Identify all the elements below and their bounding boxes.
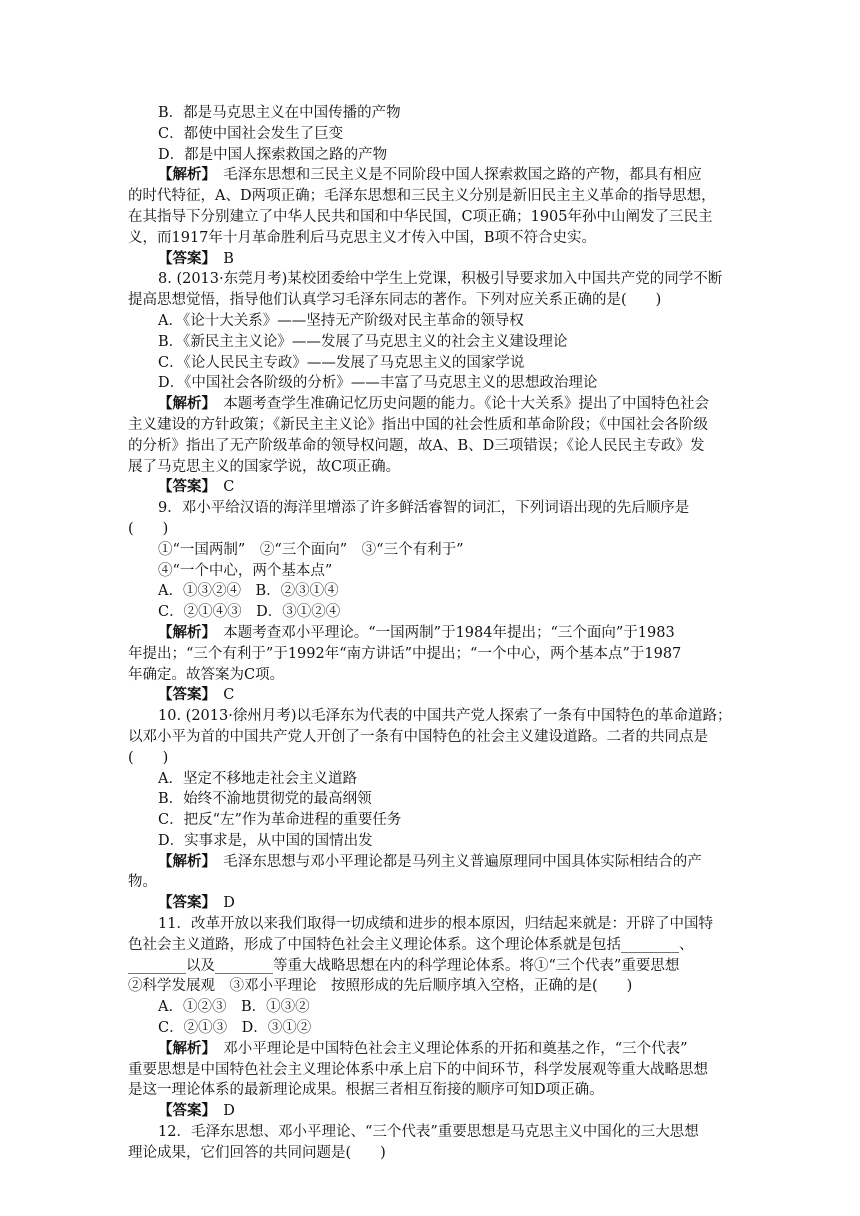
text-line xyxy=(128,103,736,124)
line-text: ①“一国两制” ②“三个面向” ③“三个有利于” xyxy=(158,541,464,558)
line-text: 提高思想觉悟，指导他们认真学习毛泽东同志的著作。下列对应关系正确的是( ) xyxy=(128,292,662,309)
line-text: B．《新民主主义论》——发展了马克思主义的社会主义建设理论 xyxy=(158,333,568,350)
text-line xyxy=(128,893,736,914)
section-label: 【答案】 xyxy=(158,478,209,496)
text-line xyxy=(128,1039,736,1060)
line-text: C．《论人民民主专政》——发展了马克思主义的国家学说 xyxy=(158,354,525,371)
text-line xyxy=(128,644,736,665)
line-text: A．坚定不移地走社会主义道路 xyxy=(158,770,357,787)
line-text: D．都是中国人探索救国之路的产物 xyxy=(158,146,388,163)
line-text: 物。 xyxy=(128,874,157,891)
line-text: ( ) xyxy=(128,520,169,537)
text-line xyxy=(128,1060,736,1081)
line-text: ④“一个中心，两个基本点” xyxy=(158,562,333,579)
text-line xyxy=(128,1122,736,1143)
exam-text-body xyxy=(128,103,736,1164)
line-text: A．《论十大关系》——坚持无产阶级对民主革命的领导权 xyxy=(158,312,524,329)
text-line xyxy=(128,581,736,602)
line-text: B xyxy=(208,250,234,267)
text-line xyxy=(128,269,736,290)
text-line xyxy=(128,353,736,374)
text-line xyxy=(128,665,736,686)
text-line xyxy=(128,249,736,270)
line-text: 9．邓小平给汉语的海洋里增添了许多鲜活睿智的词汇，下列词语出现的先后顺序是 xyxy=(158,500,690,517)
text-line xyxy=(128,207,736,228)
text-line xyxy=(128,561,736,582)
text-line xyxy=(128,165,736,186)
text-line xyxy=(128,332,736,353)
text-line xyxy=(128,498,736,519)
line-text: 在其指导下分别建立了中华人民共和国和中华民国，C项正确；1905年孙中山阐发了三民主 xyxy=(128,208,713,225)
section-label: 【解析】 xyxy=(158,1039,209,1057)
text-line xyxy=(128,1018,736,1039)
line-text: 本题考查学生准确记忆历史问题的能力。《论十大关系》提出了中国特色社会 xyxy=(208,396,709,413)
text-line xyxy=(128,186,736,207)
text-line xyxy=(128,623,736,644)
text-line xyxy=(128,540,736,561)
text-line xyxy=(128,831,736,852)
text-line xyxy=(128,290,736,311)
text-line xyxy=(128,1080,736,1101)
line-text: 12．毛泽东思想、邓小平理论、“三个代表”重要思想是马克思主义中国化的三大思想 xyxy=(158,1124,699,1141)
text-line xyxy=(128,436,736,457)
line-text: 8. (2013·东莞月考)某校团委给中学生上党课，积极引导要求加入中国共产党的同学不断 xyxy=(158,271,723,288)
text-line xyxy=(128,457,736,478)
line-text: 是这一理论体系的最新理论成果。根据三者相互衔接的顺序可知D项正确。 xyxy=(128,1082,604,1099)
line-text: 11．改革开放以来我们取得一切成绩和进步的根本原因，归结起来就是：开辟了中国特 xyxy=(158,916,713,933)
line-text: A．①③②④ B．②③①④ xyxy=(158,583,339,600)
line-text: 以邓小平为首的中国共产党人开创了一条有中国特色的社会主义建设道路。二者的共同点是 xyxy=(128,728,708,745)
section-label: 【答案】 xyxy=(158,686,209,704)
text-line xyxy=(128,997,736,1018)
line-text: 展了马克思主义的国家学说，故C项正确。 xyxy=(128,458,401,475)
text-line xyxy=(128,956,736,977)
line-text: 主义建设的方针政策；《新民主主义论》指出中国的社会性质和革命阶段；《中国社会各阶级 xyxy=(128,416,708,433)
text-line xyxy=(128,789,736,810)
text-line xyxy=(128,872,736,893)
section-label: 【解析】 xyxy=(158,852,209,870)
text-line xyxy=(128,748,736,769)
text-line xyxy=(128,706,736,727)
line-text: 毛泽东思想与邓小平理论都是马列主义普遍原理同中国具体实际相结合的产 xyxy=(208,853,702,870)
text-line xyxy=(128,976,736,997)
line-text: 本题考查邓小平理论。“一国两制”于1984年提出；“三个面向”于1983 xyxy=(208,624,675,641)
text-line xyxy=(128,935,736,956)
text-line xyxy=(128,477,736,498)
line-text: 邓小平理论是中国特色社会主义理论体系的开拓和奠基之作，“三个代表” xyxy=(208,1040,688,1057)
text-line xyxy=(128,145,736,166)
text-line xyxy=(128,852,736,873)
section-label: 【答案】 xyxy=(158,894,209,912)
text-line xyxy=(128,914,736,935)
text-line xyxy=(128,373,736,394)
text-line xyxy=(128,228,736,249)
line-text: 的时代特征，A、D两项正确；毛泽东思想和三民主义分别是新旧民主主义革命的指导思想， xyxy=(128,188,716,205)
line-text: ________以及________等重大战略思想在内的科学理论体系。将①“三个代表”重要思想 xyxy=(128,957,680,974)
text-line xyxy=(128,1143,736,1164)
section-label: 【答案】 xyxy=(158,1102,209,1120)
line-text: C xyxy=(208,479,235,496)
section-label: 【解析】 xyxy=(158,166,209,184)
text-line xyxy=(128,810,736,831)
line-text: C．把反“左”作为革命进程的重要任务 xyxy=(158,812,402,829)
line-text: 的分析》指出了无产阶级革命的领导权问题，故A、B、D三项错误；《论人民民主专政》发 xyxy=(128,437,705,454)
text-line xyxy=(128,394,736,415)
text-line xyxy=(128,685,736,706)
line-text: ( ) xyxy=(128,749,169,766)
line-text: 毛泽东思想和三民主义是不同阶段中国人探索救国之路的产物，都具有相应 xyxy=(208,167,702,184)
text-line xyxy=(128,311,736,332)
line-text: 10. (2013·徐州月考)以毛泽东为代表的中国共产党人探索了一条有中国特色的革命道路； xyxy=(158,708,732,725)
section-label: 【答案】 xyxy=(158,249,209,267)
text-line xyxy=(128,124,736,145)
text-line xyxy=(128,519,736,540)
line-text: B．始终不渝地贯彻党的最高纲领 xyxy=(158,791,372,808)
line-text: C．都使中国社会发生了巨变 xyxy=(158,125,344,142)
text-line xyxy=(128,415,736,436)
line-text: A．①②③ B．①③② xyxy=(158,999,310,1016)
line-text: D xyxy=(208,1103,235,1120)
line-text: D．实事求是，从中国的国情出发 xyxy=(158,832,373,849)
text-line xyxy=(128,1101,736,1122)
line-text: D xyxy=(208,895,235,912)
line-text: 重要思想是中国特色社会主义理论体系中承上启下的中间环节，科学发展观等重大战略思想 xyxy=(128,1061,708,1078)
line-text: C．②①③ D．③①② xyxy=(158,1020,312,1037)
line-text: 理论成果，它们回答的共同问题是( ) xyxy=(128,1144,386,1161)
line-text: ②科学发展观 ③邓小平理论 按照形成的先后顺序填入空格，正确的是( ) xyxy=(128,978,633,995)
section-label: 【解析】 xyxy=(158,395,209,413)
text-line xyxy=(128,727,736,748)
text-line xyxy=(128,769,736,790)
line-text: 年提出；“三个有利于”于1992年“南方讲话”中提出；“一个中心，两个基本点”于1987 xyxy=(128,645,682,662)
line-text: 义，而1917年十月革命胜利后马克思主义才传入中国，B项不符合史实。 xyxy=(128,229,597,246)
line-text: 年确定。故答案为C项。 xyxy=(128,666,285,683)
line-text: B．都是马克思主义在中国传播的产物 xyxy=(158,105,401,121)
text-line xyxy=(128,602,736,623)
line-text: C xyxy=(208,687,235,704)
section-label: 【解析】 xyxy=(158,623,209,641)
line-text: 色社会主义道路，形成了中国特色社会主义理论体系。这个理论体系就是包括________、 xyxy=(128,936,694,953)
line-text: C．②①④③ D．③①②④ xyxy=(158,604,341,621)
line-text: D．《中国社会各阶级的分析》——丰富了马克思主义的思想政治理论 xyxy=(158,375,598,392)
